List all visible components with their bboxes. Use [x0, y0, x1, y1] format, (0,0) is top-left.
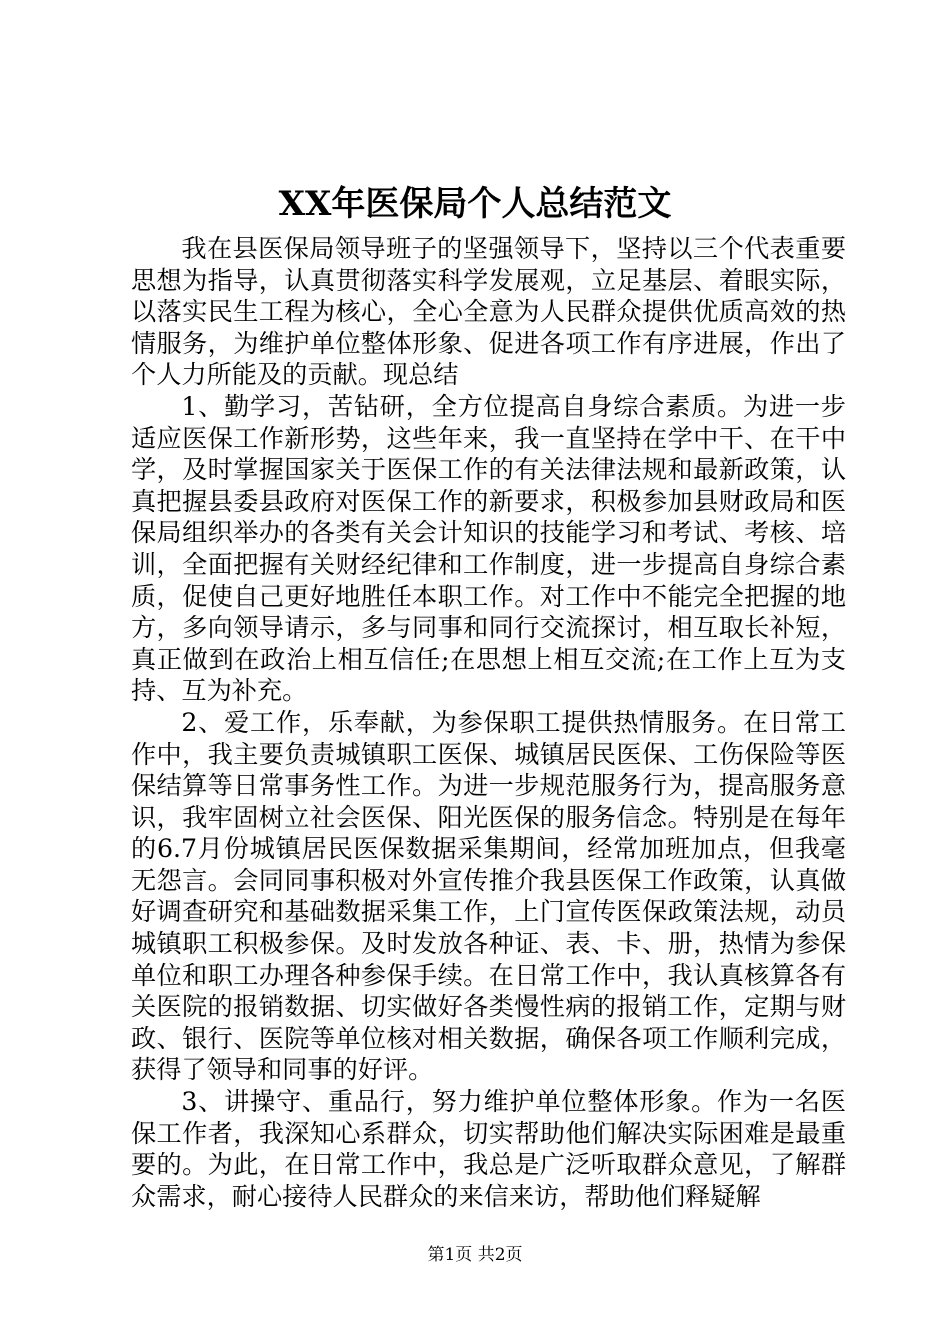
document-title: XX年医保局个人总结范文 — [278, 184, 672, 224]
page-number-footer: 第1页 共2页 — [427, 1245, 523, 1265]
paragraph-study: 1、勤学习，苦钻研，全方位提高自身综合素质。为进一步适应医保工作新形势，这些年来，我一直坚持在学中干、在干中学，及时掌握国家关于医保工作的有关法律法规和最新政策，认真把握县委县政府对医保工作的新要求，积极参加县财政局和医保局组织举办的各类有关会计知识的技能学习和考试、考核、培训，全面把握有关财经纪律和工作制度，进一步提高自身综合素质，促使自己更好地胜任本职工作。对工作中不能完全把握的地方，多向领导请示，多与同事和同行交流探讨，相互取长补短，真正做到在政治上相互信任;在思想上相互交流;在工作上互为支持、互为补充。 — [131, 391, 846, 706]
document-body — [131, 233, 846, 1212]
paragraph-work: 2、爱工作，乐奉献，为参保职工提供热情服务。在日常工作中，我主要负责城镇职工医保、城镇居民医保、工伤保险等医保结算等日常事务性工作。为进一步规范服务行为，提高服务意识，我牢固树立社会医保、阳光医保的服务信念。特别是在每年的6.7月份城镇居民医保数据采集期间，经常加班加点，但我毫无怨言。会同同事积极对外宣传推介我县医保工作政策，认真做好调查研究和基础数据采集工作，上门宣传医保政策法规，动员城镇职工积极参保。及时发放各种证、表、卡、册，热情为参保单位和职工办理各种参保手续。在日常工作中，我认真核算各有关医院的报销数据、切实做好各类慢性病的报销工作，定期与财政、银行、医院等单位核对相关数据，确保各项工作顺利完成，获得了领导和同事的好评。 — [131, 707, 846, 1085]
paragraph-conduct: 3、讲操守、重品行，努力维护单位整体形象。作为一名医保工作者，我深知心系群众，切实帮助他们解决实际困难是最重要的。为此，在日常工作中，我总是广泛听取群众意见，了解群众需求，耐心接待人民群众的来信来访，帮助他们释疑解 — [131, 1087, 846, 1211]
paragraph-intro: 我在县医保局领导班子的坚强领导下，坚持以三个代表重要思想为指导，认真贯彻落实科学发展观，立足基层、着眼实际，以落实民生工程为核心，全心全意为人民群众提供优质高效的热情服务，为维护单位整体形象、促进各项工作有序进展，作出了个人力所能及的贡献。现总结 — [131, 234, 846, 390]
